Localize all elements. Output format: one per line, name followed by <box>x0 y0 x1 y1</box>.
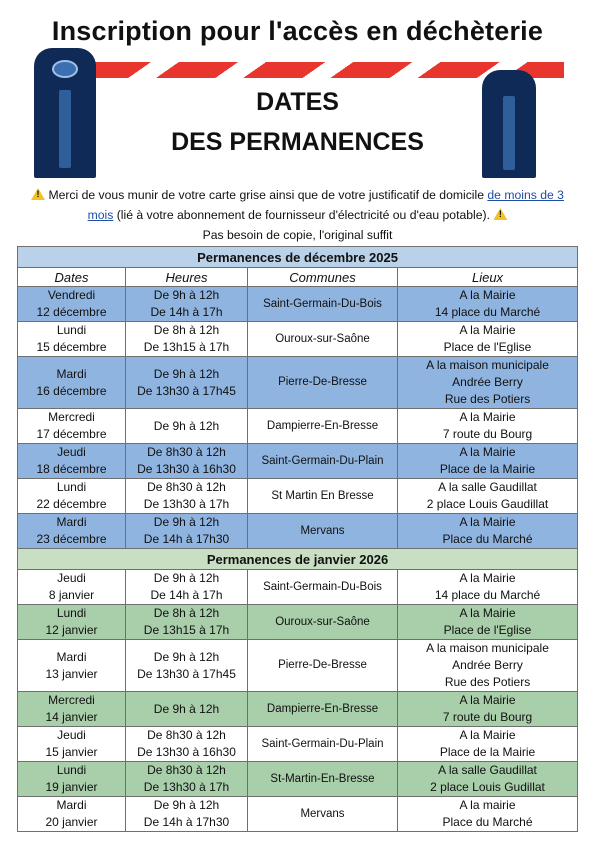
cell-hours: De 9h à 12h De 14h à 17h <box>126 287 248 322</box>
cell-commune: Saint-Germain-Du-Bois <box>248 570 398 605</box>
cell-date: Vendredi 12 décembre <box>18 287 126 322</box>
table-row <box>18 727 578 762</box>
cell-commune: Ouroux-sur-Saône <box>248 605 398 640</box>
cell-commune: Saint-Germain-Du-Plain <box>248 727 398 762</box>
cell-commune: Saint-Germain-Du-Bois <box>248 287 398 322</box>
cell-place: A la mairie Place du Marché <box>398 797 578 832</box>
cell-hours: De 8h30 à 12h De 13h30 à 16h30 <box>126 727 248 762</box>
cell-place: A la Mairie 14 place du Marché <box>398 570 578 605</box>
cell-hours: De 9h à 12h De 14h à 17h30 <box>126 514 248 549</box>
cell-date: Lundi 15 décembre <box>18 322 126 357</box>
cell-place: A la Mairie 7 route du Bourg <box>398 692 578 727</box>
column-header: Communes <box>248 268 398 287</box>
section-title: Permanences de décembre 2025 <box>18 247 578 268</box>
cell-place: A la Mairie Place du Marché <box>398 514 578 549</box>
table-row <box>18 479 578 514</box>
page-title: Inscription pour l'accès en déchèterie <box>51 16 544 46</box>
notice-text-end: (lié à votre abonnement de fournisseur d'électricité ou d'eau potable). <box>116 208 490 222</box>
cell-place: A la Mairie 14 place du Marché <box>398 287 578 322</box>
table-row <box>18 409 578 444</box>
cell-commune: Pierre-De-Bresse <box>248 640 398 692</box>
cell-hours: De 8h30 à 12h De 13h30 à 17h <box>126 762 248 797</box>
cell-place: A la Mairie Place de la Mairie <box>398 727 578 762</box>
table-row <box>18 692 578 727</box>
cell-place: A la salle Gaudillat 2 place Louis Gudillat <box>398 762 578 797</box>
cell-hours: De 9h à 12h <box>126 409 248 444</box>
cell-date: Lundi 12 janvier <box>18 605 126 640</box>
subtitle-permanences: DES PERMANENCES <box>171 128 424 156</box>
cell-date: Mercredi 17 décembre <box>18 409 126 444</box>
cell-place: A la Mairie Place de la Mairie <box>398 444 578 479</box>
warning-icon <box>493 208 507 220</box>
section-title: Permanences de janvier 2026 <box>18 549 578 570</box>
table-row <box>18 640 578 692</box>
cell-date: Lundi 19 janvier <box>18 762 126 797</box>
table-row <box>18 322 578 357</box>
table-row <box>18 762 578 797</box>
table-row <box>18 797 578 832</box>
cell-commune: St-Martin-En-Bresse <box>248 762 398 797</box>
cell-date: Mardi 20 janvier <box>18 797 126 832</box>
table-row <box>18 357 578 409</box>
notice-link[interactable]: de moins de 3 mois <box>87 188 564 222</box>
table-row <box>18 605 578 640</box>
column-header: Heures <box>126 268 248 287</box>
cell-date: Mardi 13 janvier <box>18 640 126 692</box>
table-row <box>18 570 578 605</box>
cell-place: A la maison municipale Andrée Berry Rue des Potiers <box>398 640 578 692</box>
warning-icon <box>31 188 45 200</box>
cell-hours: De 9h à 12h De 13h30 à 17h45 <box>126 640 248 692</box>
notice-original-note: Pas besoin de copie, l'original suffit <box>202 228 393 242</box>
cell-place: A la salle Gaudillat 2 place Louis Gaudillat <box>398 479 578 514</box>
cell-commune: Dampierre-En-Bresse <box>248 692 398 727</box>
cell-commune: Saint-Germain-Du-Plain <box>248 444 398 479</box>
cell-hours: De 8h30 à 12h De 13h30 à 17h <box>126 479 248 514</box>
cell-hours: De 8h à 12h De 13h15 à 17h <box>126 605 248 640</box>
column-header: Lieux <box>398 268 578 287</box>
cell-hours: De 9h à 12h <box>126 692 248 727</box>
table-row <box>18 287 578 322</box>
cell-date: Lundi 22 décembre <box>18 479 126 514</box>
barrier-post-right-graphic <box>482 70 536 178</box>
cell-date: Jeudi 15 janvier <box>18 727 126 762</box>
section-header-row <box>18 247 578 268</box>
cell-commune: St Martin En Bresse <box>248 479 398 514</box>
cell-hours: De 9h à 12h De 14h à 17h30 <box>126 797 248 832</box>
cell-commune: Dampierre-En-Bresse <box>248 409 398 444</box>
column-header-row <box>18 268 578 287</box>
column-header: Dates <box>18 268 126 287</box>
cell-commune: Ouroux-sur-Saône <box>248 322 398 357</box>
subtitle-dates: DATES <box>256 88 339 116</box>
section-header-row <box>18 549 578 570</box>
cell-commune: Mervans <box>248 797 398 832</box>
cell-hours: De 8h à 12h De 13h15 à 17h <box>126 322 248 357</box>
cell-hours: De 9h à 12h De 13h30 à 17h45 <box>126 357 248 409</box>
notice-text-start: Merci de vous munir de votre carte grise ainsi que de votre justificatif de domicile <box>48 188 484 202</box>
permanences-table <box>17 246 578 832</box>
cell-place: A la maison municipale Andrée Berry Rue des Potiers <box>398 357 578 409</box>
cell-place: A la Mairie Place de l'Eglise <box>398 322 578 357</box>
cell-commune: Mervans <box>248 514 398 549</box>
cell-date: Mercredi 14 janvier <box>18 692 126 727</box>
cell-place: A la Mairie Place de l'Eglise <box>398 605 578 640</box>
cell-date: Mardi 16 décembre <box>18 357 126 409</box>
table-row <box>18 444 578 479</box>
cell-commune: Pierre-De-Bresse <box>248 357 398 409</box>
cell-place: A la Mairie 7 route du Bourg <box>398 409 578 444</box>
cell-date: Jeudi 8 janvier <box>18 570 126 605</box>
cell-hours: De 8h30 à 12h De 13h30 à 16h30 <box>126 444 248 479</box>
signal-light-icon <box>52 60 78 78</box>
cell-date: Mardi 23 décembre <box>18 514 126 549</box>
cell-date: Jeudi 18 décembre <box>18 444 126 479</box>
table-row <box>18 514 578 549</box>
notice-text <box>20 185 575 245</box>
cell-hours: De 9h à 12h De 14h à 17h <box>126 570 248 605</box>
